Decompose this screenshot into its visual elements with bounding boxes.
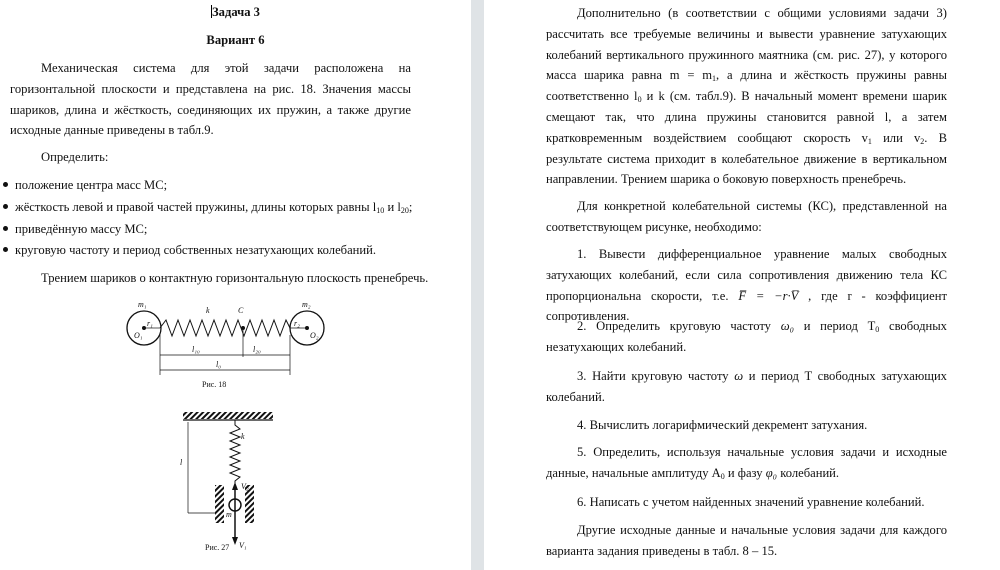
subscript: 0	[875, 325, 880, 334]
label-c: C	[238, 306, 244, 315]
bullet-icon	[3, 182, 8, 187]
text: и период T свободных затухающих колебаний.	[546, 369, 947, 404]
intro-paragraph: Механическая система для этой задачи расположена на горизонтальной плоскости и представлена на рис. 18. Значения массы шариков, длина и жёсткость, соединяющих их пружин, а также другие исходные данные приведены в табл.9.	[10, 61, 411, 138]
bullet-item	[0, 197, 412, 218]
text: 3. Найти круговую частоту	[577, 369, 735, 383]
bullet-text: положение центра масс МС;	[15, 178, 168, 192]
label-k: k	[206, 306, 210, 315]
formula: F̅ = −r·V̅	[738, 288, 799, 303]
list-item-5	[546, 442, 947, 484]
bullet-text: круговую частоту и период собственных незатухающих колебаний.	[15, 243, 377, 257]
document-page-left	[0, 0, 471, 570]
text: . В результате система приходит в колебательное движение в вертикальном направлении. Трением шарика о боковую поверхность пренебречь.	[546, 130, 948, 187]
text: или v	[871, 130, 921, 145]
text: 5. Определить, используя начальные условия задачи и исходные данные, начальные амплитуду A	[546, 445, 947, 480]
figure-18-caption: Рис. 18	[202, 380, 227, 389]
spring	[160, 320, 290, 336]
bullet-item	[0, 240, 376, 261]
bullet-icon	[3, 204, 8, 209]
text: и фазу	[724, 465, 766, 480]
bullet-item	[0, 219, 147, 240]
list-item-6: 6. Написать с учетом найденных значений уравнение колебаний.	[577, 495, 925, 509]
paragraph-additional	[546, 3, 947, 190]
formula: φ₀	[765, 465, 778, 480]
figure-27-caption: Рис. 27	[205, 543, 230, 552]
label-r2: r₂	[294, 319, 300, 328]
figure-27	[175, 405, 285, 555]
text: Дополнительно (в соответствии с общими условиями задачи 3) рассчитать все требуемые величины и вывести уравнение затухающих колебаний вертикального пружинного маятника (см. рис. 27), у которого масса шарика равна m = m	[546, 6, 947, 83]
label-o2: O₂	[310, 331, 319, 340]
subscript: 1	[867, 136, 872, 146]
label-r1: r₁	[147, 319, 153, 328]
label-m: m	[226, 510, 232, 519]
label-o1: O₁	[134, 331, 143, 340]
label-l10: l₁₀	[192, 345, 200, 354]
text: 2. Определить круговую частоту	[577, 319, 781, 333]
text: , а длина и жёсткость пружины равны соответственно l	[546, 68, 947, 104]
task-title	[0, 2, 471, 23]
figure-18	[110, 295, 340, 395]
formula: ω	[734, 369, 744, 383]
bullet-text: приведённую массу МС;	[15, 222, 148, 236]
bullet-text: и l	[384, 200, 401, 214]
list-item-4: 4. Вычислить логарифмический декремент затухания.	[577, 418, 868, 432]
document-page-right	[484, 0, 1000, 570]
paragraph-system: Для конкретной колебательной системы (КС), представленной на соответствующем рисунке, необходимо:	[546, 199, 947, 234]
friction-paragraph: Трением шариков о контактную горизонтальную плоскость пренебречь.	[41, 271, 429, 285]
left-wall	[215, 485, 224, 523]
bullet-item	[0, 175, 167, 196]
list-item-2	[546, 316, 947, 358]
bullet-text: жёсткость левой и правой частей пружины, длины которых равны l	[15, 200, 377, 214]
paragraph-other-data: Другие исходные данные и начальные условия задачи для каждого варианта задания приведены в табл. 8 – 15.	[546, 523, 947, 558]
bullet-icon	[3, 247, 8, 252]
label-k: k	[241, 432, 245, 441]
label-l20: l₂₀	[253, 345, 261, 354]
formula: ω₀	[780, 319, 794, 333]
subscript: 0	[720, 471, 725, 481]
bullet-text: ;	[408, 200, 413, 214]
label-l: l	[180, 458, 183, 467]
determine-label: Определить:	[41, 150, 109, 164]
bullet-icon	[3, 226, 8, 231]
list-item-3	[546, 366, 947, 408]
task-title-text: Задача 3	[212, 5, 260, 19]
label-l0: l₀	[216, 360, 222, 369]
text: и k (см. табл.9). В начальный момент времени шарик смещают так, что длина пружины становится равной l, а затем кратковременным воздействием сообщают скорость v	[546, 89, 948, 145]
text: колебаний.	[777, 465, 840, 480]
ceiling	[183, 412, 273, 419]
list-item-1	[546, 244, 947, 327]
variant-title: Вариант 6	[206, 33, 265, 47]
text: , где r - коэффициент сопротивления.	[546, 288, 947, 324]
subscript: 0	[637, 95, 642, 105]
text: 1. Вывести дифференциальное уравнение малых свободных затухающих колебаний, если сила сопротивления движению тела КС пропорциональна скорости, т.е.	[546, 247, 947, 303]
label-m1: m₁	[138, 300, 147, 309]
subscript: 1	[712, 74, 717, 84]
text: свободных незатухающих колебаний.	[546, 319, 947, 354]
label-v2: V₂	[241, 482, 249, 491]
subscript: 20	[400, 206, 409, 215]
subscript: 2	[920, 136, 925, 146]
label-v1: V₁	[239, 541, 247, 550]
text: и период T	[793, 319, 876, 333]
label-m2: m₂	[302, 300, 311, 309]
subscript: 10	[376, 206, 385, 215]
